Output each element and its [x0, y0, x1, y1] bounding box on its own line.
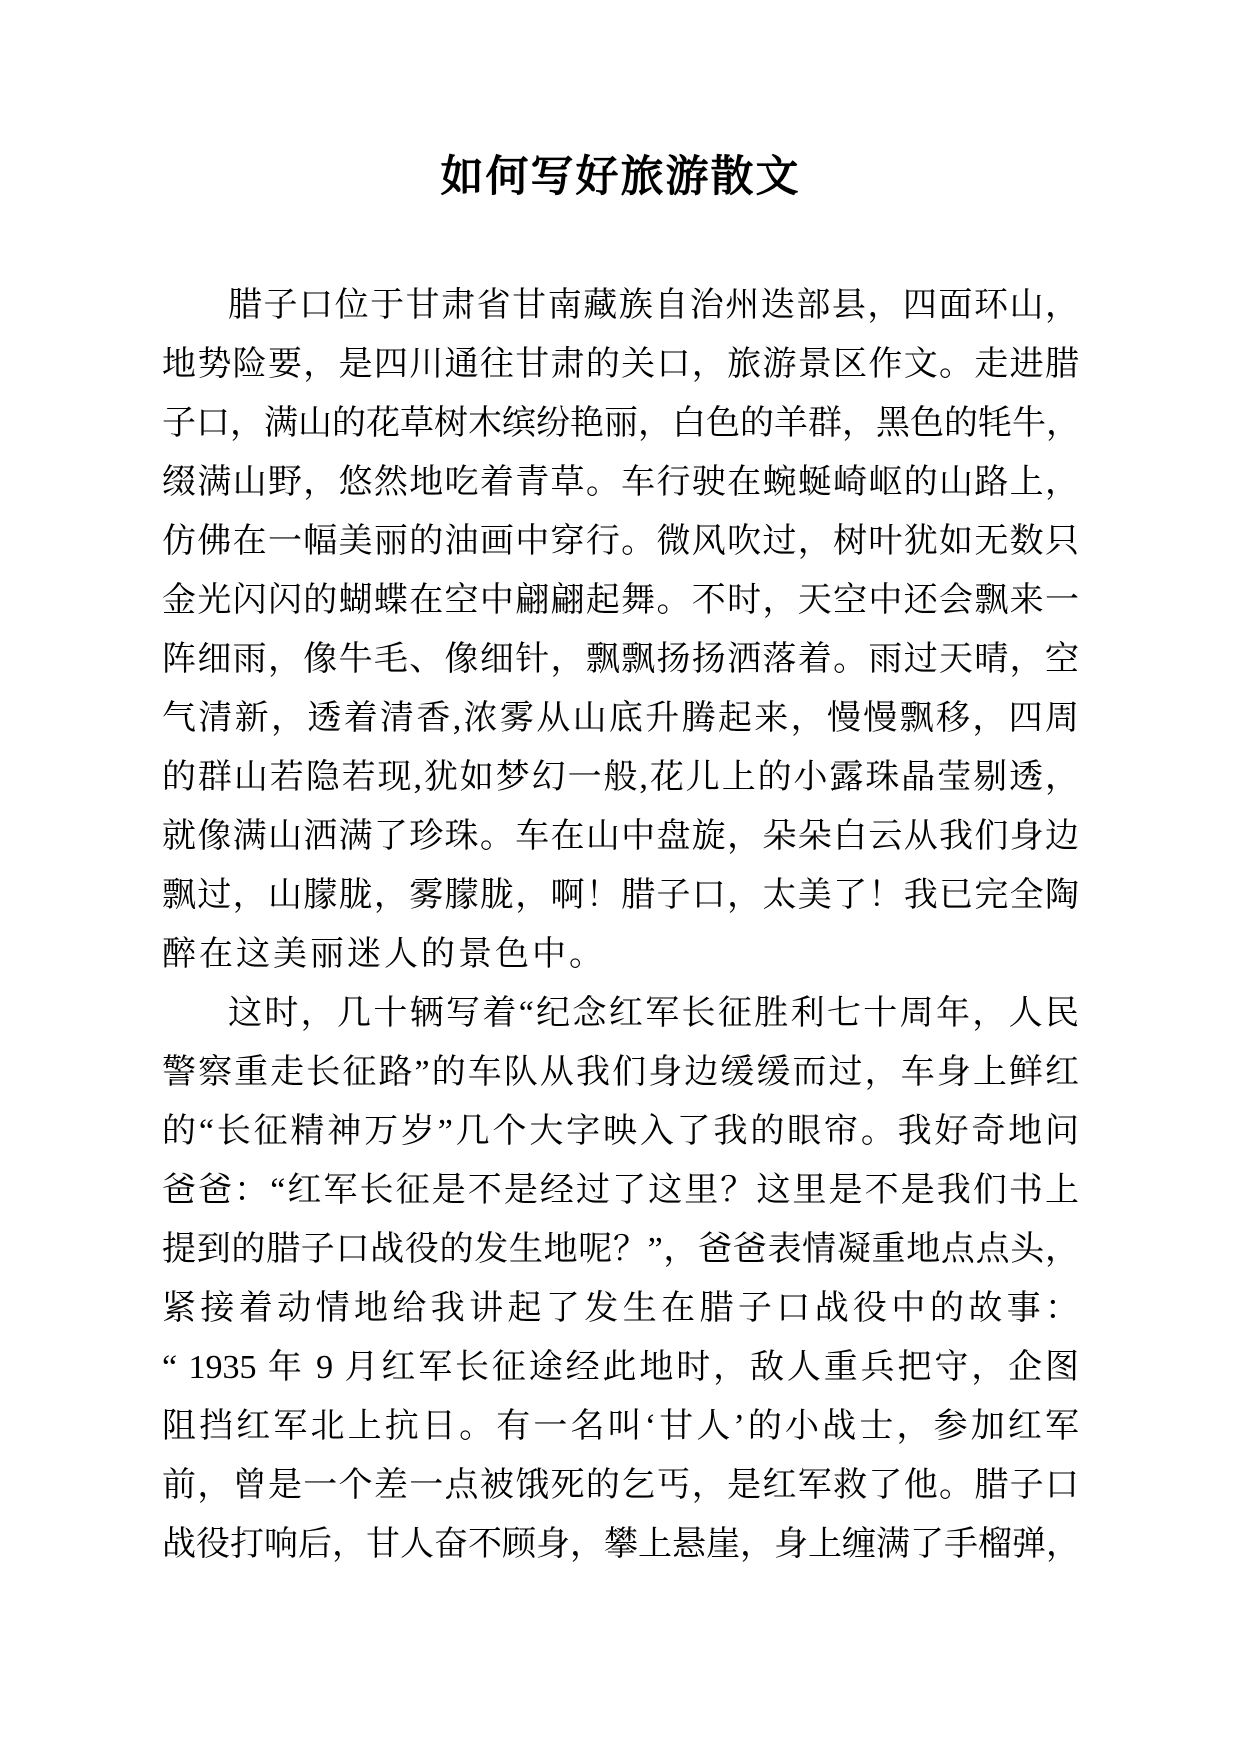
- text-line: 战役打响后，甘人奋不顾身，攀上悬崖，身上缠满了手榴弹，: [162, 1526, 1080, 1563]
- text-line: 警察重走长征路”的车队从我们身边缓缓而过，车身上鲜红: [162, 1054, 1079, 1091]
- text-line: 提到的腊子口战役的发生地呢？”，爸爸表情凝重地点点头，: [162, 1231, 1079, 1268]
- text-line: 阵细雨，像牛毛、像细针，飘飘扬扬洒落着。雨过天晴，空: [162, 641, 1079, 678]
- text-line: 气清新，透着清香,浓雾从山底升腾起来，慢慢飘移，四周: [162, 700, 1079, 737]
- text-line: 地势险要，是四川通往甘肃的关口，旅游景区作文。走进腊: [162, 346, 1079, 383]
- text-line: 就像满山洒满了珍珠。车在山中盘旋，朵朵白云从我们身边: [162, 818, 1079, 855]
- text-line: 爸爸：“红军长征是不是经过了这里？这里是不是我们书上: [162, 1172, 1079, 1209]
- text-line: 金光闪闪的蝴蝶在空中翩翩起舞。不时，天空中还会飘来一: [162, 582, 1079, 619]
- text-line: 飘过，山朦胧，雾朦胧，啊！腊子口，太美了！我已完全陶: [162, 877, 1079, 914]
- paragraph-1: [162, 276, 1079, 984]
- text-line: 紧接着动情地给我讲起了发生在腊子口战役中的故事：: [162, 1290, 1079, 1327]
- text-line: 前，曾是一个差一点被饿死的乞丐，是红军救了他。腊子口: [162, 1467, 1079, 1504]
- text-line: 这时，几十辆写着“纪念红军长征胜利七十周年，人民: [228, 995, 1079, 1032]
- page-title: 如何写好旅游散文: [440, 154, 801, 201]
- text-line: 子口，满山的花草树木缤纷艳丽，白色的羊群，黑色的牦牛，: [162, 405, 1080, 442]
- text-line: 的“长征精神万岁”几个大字映入了我的眼帘。我好奇地问: [162, 1113, 1079, 1150]
- text-line: 阻挡红军北上抗日。有一名叫‘甘人’的小战士，参加红军: [162, 1408, 1079, 1445]
- text-line: 醉在这美丽迷人的景色中。: [162, 936, 606, 973]
- text-line: “ 1935 年 9 月红军长征途经此地时，敌人重兵把守，企图: [162, 1349, 1079, 1386]
- paragraph-2: [162, 984, 1079, 1574]
- document-body: [162, 276, 1079, 1574]
- text-line: 缀满山野，悠然地吃着青草。车行驶在蜿蜒崎岖的山路上，: [162, 464, 1079, 501]
- text-line: 仿佛在一幅美丽的油画中穿行。微风吹过，树叶犹如无数只: [162, 523, 1079, 560]
- text-line: 腊子口位于甘肃省甘南藏族自治州迭部县，四面环山，: [228, 287, 1079, 324]
- text-line: 的群山若隐若现,犹如梦幻一般,花儿上的小露珠晶莹剔透，: [162, 759, 1079, 796]
